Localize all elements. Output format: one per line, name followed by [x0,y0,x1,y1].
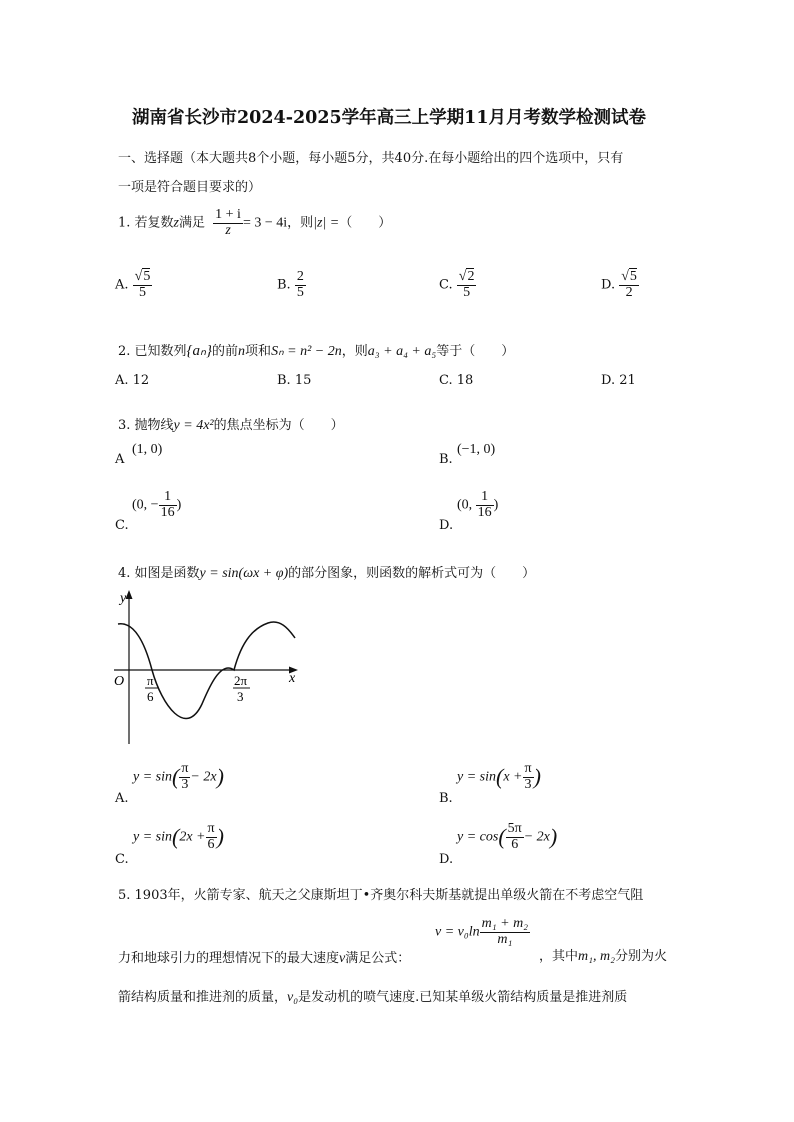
q3-equation: y = 4x² [173,418,214,433]
graph-y-arrow [126,590,133,599]
question-5-line1: 5. 1903年，火箭专家、航天之父康斯坦丁•齐奥尔科夫斯基就提出单级火箭在不考虑空气阻 [118,888,644,903]
question-5-line2a [118,947,410,967]
q1-prefix: 1. 若复数 [118,215,174,231]
q5-v: v [339,951,346,966]
q2-sum-formula: Sₙ = n² − 2n [271,344,342,359]
q4-a-tail: − 2x [190,769,217,785]
q4-tail: 的部分图象，则函数的解析式可为（ ） [288,566,536,581]
q4-a-lhs: y = sin [133,769,172,785]
q2-expression: a₃ + a₄ + a₅ [367,344,437,359]
q4-c-head: 2x + [179,829,206,845]
q2-mid2: 项和 [245,344,272,359]
question-3-stem [118,414,344,434]
q1-option-a[interactable] [115,270,152,300]
q3-d-den: 16 [477,504,492,520]
q4-c-den: 6 [206,837,217,853]
q4-d-tail: − 2x [523,829,550,845]
q4-option-b-letter: B. [439,791,453,806]
section-instructions-line1: 一、选择题（本大题共8个小题，每小题5分，共40分.在每小题给出的四个选项中，只有 [118,151,624,166]
page-title: 湖南省长沙市2024-2025学年高三上学期11月月考数学检测试卷 [132,108,647,128]
q3-option-d[interactable] [457,490,498,520]
q5-line3-b: 是发动机的喷气速度.已知某单级火箭结构质量是推进剂质 [298,990,628,1005]
graph-tick2-den: 3 [237,689,244,704]
question-2-stem [118,340,514,360]
q3-option-a-letter: A [115,452,125,467]
graph-origin-label: O [114,674,125,689]
question-1-stem [118,208,391,238]
q2-then: ，则 [341,344,368,359]
q1-option-c-value: $\frac{√2}{5}$ [458,269,475,300]
q1-paren: （ ） [339,215,392,231]
q4-c-frac [206,822,217,852]
q5-line2-c: ，其中 [539,949,579,964]
graph-y-label: y [120,591,127,606]
q4-option-d[interactable]: y = cos( $\frac{5\pi}{6}$ − 2x) [457,821,558,852]
q1-option-a-value: $\frac{√5}{5}$ [134,269,151,300]
q4-b-lhs: y = sin [457,769,496,785]
q2-option-c[interactable]: C. 18 [439,373,474,388]
q5-line2-a: 力和地球引力的理想情况下的最大速度 [118,951,340,966]
q1-option-b-letter: B. [277,277,291,293]
q1-a-num: 5 [143,269,151,284]
q1-c-num: 2 [467,269,475,284]
q3-option-c-letter: C. [115,518,129,533]
q3-c-frac [159,490,177,520]
q1-d-den: 2 [619,285,639,301]
q4-a-den: 3 [179,777,190,793]
q5-line3-a: 箭结构质量和推进剂的质量， [118,990,288,1005]
q1-abs-z: |z| = [313,215,340,231]
q3-tail: 的焦点坐标为（ ） [213,418,344,433]
q1-option-b[interactable] [277,270,306,300]
question-4-stem [118,562,535,582]
q1-var-z: z [173,215,179,231]
q5-v0: v₀ [287,990,299,1005]
q4-b-head: x + [503,769,523,785]
q1-frac-num: 1 + i [215,207,241,222]
q3-d-pre: (0, [457,497,476,513]
q3-option-b-letter: B. [439,452,453,467]
q4-option-d-letter: D. [439,852,454,867]
q3-d-post: ) [493,497,499,513]
q4-option-a-letter: A. [115,791,129,806]
question-5-line2b [539,945,667,965]
q4-b-num: π [524,761,532,776]
q4-option-c-letter: C. [115,852,129,867]
graph-tick1-num: π [147,673,154,688]
q1-a-den: 5 [133,285,153,301]
q3-option-b[interactable]: (−1, 0) [457,442,496,457]
q5-line2-b: 满足公式： [345,951,411,966]
q5-formula-den: m₁ [480,932,530,948]
q4-a-frac [179,762,190,792]
question-5-line3 [118,986,627,1006]
q3-prefix: 3. 抛物线 [118,418,174,433]
q1-frac-den: z [213,223,243,239]
q4-option-c[interactable]: y = sin(2x + $\frac{\pi}{6}$ ) [133,821,224,852]
section-instructions-line2: 一项是符合题目要求的） [118,180,262,195]
q3-option-c[interactable] [132,490,181,520]
q4-prefix: 4. 如图是函数 [118,566,200,581]
q3-c-pre: (0, − [132,497,159,513]
graph-x-label: x [289,671,296,686]
q1-option-a-letter: A. [115,277,129,293]
q1-option-c-letter: C. [439,277,453,293]
q1-mid: 满足 [179,215,206,231]
q3-option-a[interactable]: (1, 0) [132,442,163,457]
q4-d-frac [506,822,524,852]
q1-option-b-value [295,270,306,300]
q2-prefix: 2. 已知数列 [118,344,187,359]
q5-line2-d: 分别为火 [614,949,667,964]
q1-option-d-letter: D. [601,277,616,293]
q4-c-lhs: y = sin [133,829,172,845]
q4-d-num: 5π [507,821,522,836]
q2-n: n [238,344,246,359]
q5-formula [435,917,530,947]
q2-mid1: 的前 [212,344,239,359]
q1-option-c[interactable] [439,270,476,300]
q4-sine-graph [108,588,308,748]
q1-d-num: 5 [629,269,637,284]
q5-formula-num: m₁ + m₂ [481,916,529,931]
q4-d-lhs: y = cos [457,829,499,845]
graph-tick2-num: 2π [234,673,248,688]
q3-c-den: 16 [160,504,175,520]
q1-option-d[interactable] [601,270,639,300]
q2-tail: 等于（ ） [436,344,515,359]
q2-sequence: {aₙ} [186,343,213,359]
q5-formula-lhs: v = v₀ln [435,924,480,940]
q3-option-d-letter: D. [439,518,454,533]
q2-option-a[interactable]: A. 12 [115,373,150,388]
q1-then: ，则 [287,215,314,231]
q4-b-frac [523,762,534,792]
q2-option-d[interactable]: D. 21 [601,373,636,388]
q4-a-num: π [181,761,189,776]
q1-fraction [213,208,243,238]
q1-c-den: 5 [457,285,477,301]
q4-d-den: 6 [506,837,524,853]
q1-b-den: 5 [296,284,304,300]
q1-b-num: 2 [296,269,304,284]
q3-c-num: 1 [164,489,172,504]
q4-equation: y = sin(ωx + φ) [199,566,289,581]
q1-option-d-value: $\frac{√5}{2}$ [621,269,637,300]
q4-c-num: π [207,821,215,836]
q1-rhs: = 3 − 4i [242,215,288,231]
q3-c-post: ) [176,497,182,513]
q3-d-num: 1 [481,489,489,504]
q4-option-b[interactable]: y = sin(x + $\frac{\pi}{3}$ ) [457,761,541,792]
graph-tick1-den: 6 [147,689,154,704]
q4-option-a[interactable]: y = sin( $\frac{\pi}{3}$ − 2x) [133,761,224,792]
q2-option-b[interactable]: B. 15 [277,373,312,388]
q3-d-frac [476,490,494,520]
q4-b-den: 3 [523,777,534,793]
q5-masses: m₁, m₂ [578,949,615,964]
q5-formula-frac [480,917,530,947]
